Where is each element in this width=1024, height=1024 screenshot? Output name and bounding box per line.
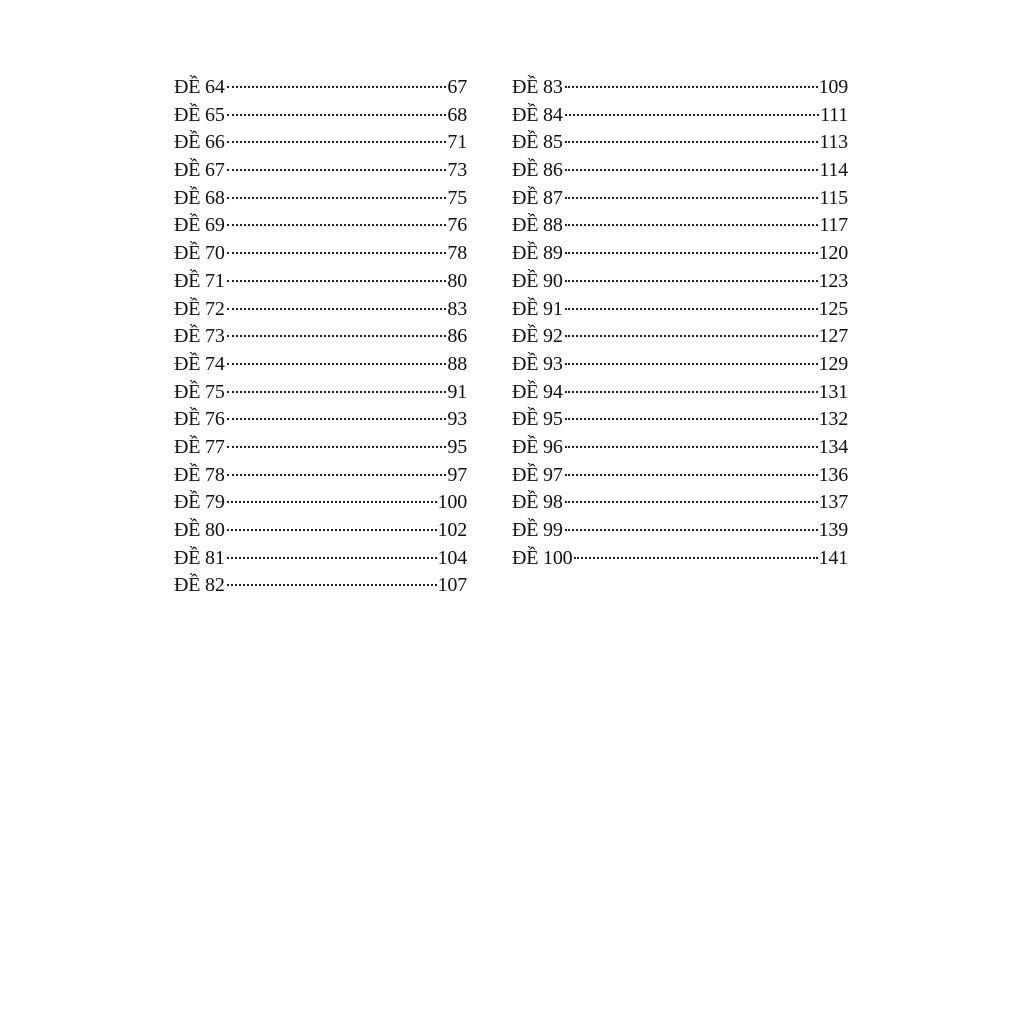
dot-leader [227,224,447,226]
toc-entry-page-number: 123 [818,269,848,292]
toc-entry[interactable] [174,351,467,379]
toc-entry-page-number: 113 [819,131,848,154]
toc-entry[interactable] [512,434,848,462]
toc-entry[interactable] [512,212,848,240]
toc-entry-page-number: 132 [818,408,848,431]
toc-entry-label: ĐỀ 100 [512,546,573,569]
toc-entry-page-number: 114 [819,159,848,182]
toc-entry-page-number: 97 [447,463,467,486]
toc-entry[interactable] [174,572,467,600]
toc-entry-label: ĐỀ 91 [512,297,563,320]
toc-left-column [174,74,467,600]
toc-entry-page-number: 129 [818,352,848,375]
toc-entry-page-number: 67 [447,76,467,98]
toc-entry[interactable] [174,212,467,240]
toc-entry-page-number: 107 [437,574,467,597]
toc-entry-label: ĐỀ 95 [512,408,563,431]
toc-entry-page-number: 76 [447,214,467,237]
toc-entry-page-number: 75 [447,186,467,209]
toc-entry[interactable] [512,74,848,102]
dot-leader [227,418,447,420]
dot-leader [565,418,818,420]
dot-leader [227,446,447,448]
toc-entry[interactable] [512,185,848,213]
toc-entry[interactable] [512,517,848,545]
toc-entry[interactable] [512,129,848,157]
dot-leader [227,391,447,393]
toc-entry[interactable] [174,517,467,545]
dot-leader [227,474,447,476]
dot-leader [227,501,437,503]
toc-entry-page-number: 68 [447,103,467,126]
toc-entry[interactable] [512,102,848,130]
dot-leader [227,197,447,199]
toc-entry-label: ĐỀ 98 [512,491,563,514]
toc-entry-label: ĐỀ 93 [512,352,563,375]
toc-entry-page-number: 93 [447,408,467,431]
toc-entry[interactable] [512,379,848,407]
toc-entry[interactable] [174,406,467,434]
dot-leader [565,363,818,365]
dot-leader [565,86,818,88]
toc-entry-label: ĐỀ 84 [512,103,563,126]
toc-entry-page-number: 91 [447,380,467,403]
toc-entry-label: ĐỀ 99 [512,519,563,541]
dot-leader [227,252,447,254]
toc-entry-page-number: 100 [437,491,467,514]
dot-leader [227,114,447,116]
toc-entry-label: ĐỀ 64 [174,76,225,98]
toc-entry[interactable] [174,74,467,102]
toc-entry-label: ĐỀ 70 [174,242,225,265]
toc-entry[interactable] [174,434,467,462]
toc-entry-label: ĐỀ 88 [512,214,563,237]
toc-entry-page-number: 115 [819,186,848,209]
toc-entry-page-number: 141 [818,546,848,569]
dot-leader [565,280,818,282]
dot-leader [227,308,447,310]
dot-leader [565,501,818,503]
toc-entry-label: ĐỀ 65 [174,103,225,126]
toc-entry[interactable] [512,323,848,351]
toc-entry[interactable] [174,323,467,351]
dot-leader [227,557,437,559]
dot-leader [574,557,817,559]
toc-entry-page-number: 109 [818,76,848,98]
dot-leader [227,141,447,143]
dot-leader [565,224,819,226]
toc-entry[interactable] [174,379,467,407]
toc-entry-label: ĐỀ 66 [174,131,225,154]
dot-leader [565,529,818,531]
toc-entry[interactable] [512,406,848,434]
toc-entry-label: ĐỀ 89 [512,242,563,265]
toc-entry[interactable] [174,268,467,296]
toc-entry-label: ĐỀ 96 [512,435,563,458]
toc-entry[interactable] [512,240,848,268]
dot-leader [565,446,818,448]
toc-entry-page-number: 139 [818,519,848,541]
toc-entry-page-number: 73 [447,159,467,182]
toc-entry-label: ĐỀ 73 [174,325,225,348]
toc-entry-label: ĐỀ 71 [174,269,225,292]
toc-entry-label: ĐỀ 67 [174,159,225,182]
toc-entry[interactable] [512,545,848,573]
toc-entry-label: ĐỀ 92 [512,325,563,348]
toc-entry-page-number: 102 [437,519,467,541]
toc-entry[interactable] [174,185,467,213]
toc-entry[interactable] [174,102,467,130]
dot-leader [565,114,819,116]
toc-entry-page-number: 131 [818,380,848,403]
toc-entry-label: ĐỀ 81 [174,546,225,569]
toc-entry-page-number: 117 [819,214,848,237]
toc-entry-page-number: 125 [818,297,848,320]
toc-entry-label: ĐỀ 97 [512,463,563,486]
toc-entry[interactable] [174,489,467,517]
toc-entry-label: ĐỀ 85 [512,131,563,154]
toc-entry-label: ĐỀ 86 [512,159,563,182]
toc-entry-page-number: 127 [818,325,848,348]
toc-entry-label: ĐỀ 74 [174,352,225,375]
toc-entry-page-number: 95 [447,435,467,458]
toc-entry-page-number: 104 [437,546,467,569]
toc-entry-label: ĐỀ 82 [174,574,225,597]
toc-entry-label: ĐỀ 78 [174,463,225,486]
toc-entry-page-number: 80 [447,269,467,292]
toc-entry[interactable] [512,462,848,490]
toc-entry-page-number: 111 [820,103,848,126]
toc-entry-page-number: 134 [818,435,848,458]
dot-leader [227,86,447,88]
dot-leader [227,363,447,365]
toc-entry-label: ĐỀ 69 [174,214,225,237]
dot-leader [227,584,437,586]
toc-entry-label: ĐỀ 87 [512,186,563,209]
toc-entry[interactable] [512,351,848,379]
dot-leader [565,308,818,310]
toc-entry-label: ĐỀ 68 [174,186,225,209]
dot-leader [227,169,447,171]
toc-entry-label: ĐỀ 83 [512,76,563,98]
toc-entry[interactable] [512,268,848,296]
toc-entry[interactable] [174,545,467,573]
dot-leader [565,252,818,254]
dot-leader [227,335,447,337]
toc-right-column [512,74,848,572]
toc-entry[interactable] [512,489,848,517]
toc-entry-page-number: 78 [447,242,467,265]
dot-leader [565,391,818,393]
toc-entry-label: ĐỀ 79 [174,491,225,514]
toc-entry-label: ĐỀ 75 [174,380,225,403]
toc-entry[interactable] [174,240,467,268]
dot-leader [227,529,437,531]
dot-leader [565,335,818,337]
toc-entry[interactable] [512,157,848,185]
toc-entry[interactable] [174,129,467,157]
toc-entry-label: ĐỀ 72 [174,297,225,320]
dot-leader [565,169,819,171]
toc-entry[interactable] [174,296,467,324]
toc-entry[interactable] [512,296,848,324]
toc-entry-label: ĐỀ 80 [174,519,225,541]
toc-entry-label: ĐỀ 94 [512,380,563,403]
toc-entry-page-number: 120 [818,242,848,265]
toc-entry[interactable] [174,462,467,490]
toc-entry-page-number: 71 [447,131,467,154]
toc-entry[interactable] [174,157,467,185]
dot-leader [565,141,819,143]
dot-leader [565,474,818,476]
toc-entry-label: ĐỀ 77 [174,435,225,458]
toc-entry-label: ĐỀ 90 [512,269,563,292]
toc-entry-page-number: 86 [447,325,467,348]
dot-leader [227,280,447,282]
toc-entry-page-number: 136 [818,463,848,486]
toc-entry-page-number: 137 [818,491,848,514]
dot-leader [565,197,819,199]
toc-entry-page-number: 83 [447,297,467,320]
toc-entry-label: ĐỀ 76 [174,408,225,431]
toc-entry-page-number: 88 [447,352,467,375]
